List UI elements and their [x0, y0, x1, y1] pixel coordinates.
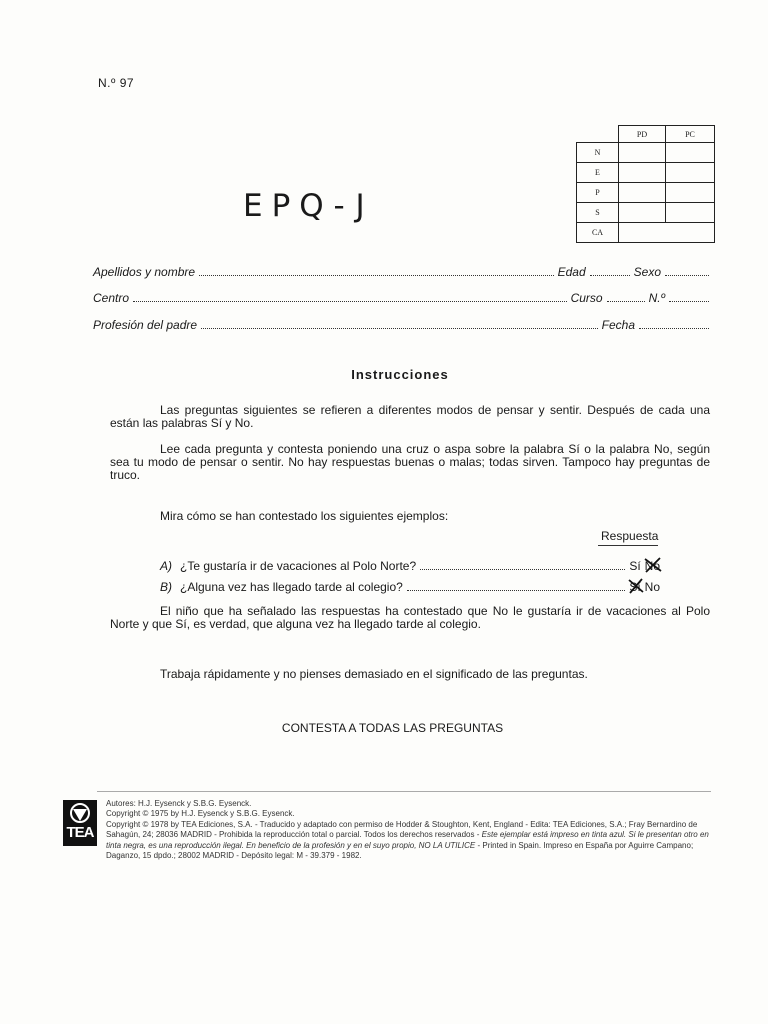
score-cell-n-pc[interactable] — [666, 143, 715, 163]
score-col-pc: PC — [666, 126, 715, 143]
score-row-n: N — [577, 143, 619, 163]
example-b — [160, 580, 660, 594]
name-field[interactable] — [199, 266, 554, 276]
name-label: Apellidos y nombre — [93, 265, 196, 279]
instructions-paragraph-5: Trabaja rápidamente y no pienses demasiado en el significado de las preguntas. — [160, 667, 588, 681]
answer-all-notice: CONTESTA A TODAS LAS PREGUNTAS — [281, 721, 504, 735]
example-a — [160, 559, 660, 573]
course-field[interactable] — [607, 292, 645, 302]
score-row-s: S — [577, 203, 619, 223]
cross-mark-icon — [642, 556, 664, 574]
example-a-yes[interactable]: Sí — [629, 559, 641, 573]
footer-copyright-1: Copyright © 1975 by H.J. Eysenck y S.B.G. Eysenck. — [106, 809, 295, 819]
tea-logo-text: TEA — [66, 824, 94, 841]
score-cell-n-pd[interactable] — [619, 143, 666, 163]
father-date-row — [93, 318, 713, 332]
age-label: Edad — [557, 265, 586, 279]
example-b-no[interactable]: No — [644, 580, 660, 594]
score-col-pd: PD — [619, 126, 666, 143]
example-a-dots — [420, 560, 625, 570]
date-field[interactable] — [639, 319, 709, 329]
score-cell-p-pd[interactable] — [619, 183, 666, 203]
instructions-heading: Instrucciones — [351, 367, 449, 382]
center-field[interactable] — [133, 292, 567, 302]
score-table — [576, 125, 715, 243]
answer-header-rule — [598, 545, 658, 546]
score-table-corner — [577, 126, 619, 143]
footer-copyright-2 — [106, 820, 712, 862]
date-label: Fecha — [601, 318, 635, 332]
example-b-yes[interactable]: Sí — [629, 580, 641, 594]
course-label: Curso — [570, 291, 603, 305]
number-field[interactable] — [669, 292, 709, 302]
footer-copyright — [106, 799, 712, 861]
sex-label: Sexo — [633, 265, 661, 279]
example-a-question: ¿Te gustaría ir de vacaciones al Polo Norte? — [180, 559, 417, 573]
father-profession-field[interactable] — [201, 319, 598, 329]
score-row-e: E — [577, 163, 619, 183]
score-cell-p-pc[interactable] — [666, 183, 715, 203]
footer-printing: - Printed in Spain. Impreso en España por Aguirre Campano; Daganzo, 15 dpdo.; 28002 MADRID - Depósito legal: M - 39.379 - 1982. — [106, 840, 694, 861]
center-label: Centro — [93, 291, 130, 305]
answer-header: Respuesta — [601, 529, 659, 543]
cross-mark-icon — [626, 577, 646, 595]
instructions-paragraph-4: El niño que ha señalado las respuestas ha contestado que No le gustaría ir de vacaciones al Polo Norte y que Sí, es verdad, que alguna vez ha llegado tarde al colegio. — [110, 604, 710, 631]
name-age-sex-row — [93, 265, 713, 279]
score-cell-e-pc[interactable] — [666, 163, 715, 183]
sex-field[interactable] — [665, 266, 709, 276]
score-cell-ca[interactable] — [619, 223, 715, 243]
instructions-paragraph-2: Lee cada pregunta y contesta poniendo una cruz o aspa sobre la palabra Sí o la palabra No, según sea tu modo de pensar o sentir. No hay respuestas buenas o malas; todas sirven. Tampoco hay preguntas de truco. — [110, 442, 710, 482]
document-title: EPQ-J — [243, 188, 374, 224]
score-cell-e-pd[interactable] — [619, 163, 666, 183]
instructions-paragraph-3: Mira cómo se han contestado los siguientes ejemplos: — [160, 509, 449, 523]
footer-authors: Autores: H.J. Eysenck y S.B.G. Eysenck. — [106, 799, 252, 808]
age-field[interactable] — [590, 266, 630, 276]
center-course-number-row — [93, 291, 713, 305]
example-b-question: ¿Alguna vez has llegado tarde al colegio? — [180, 580, 403, 594]
score-row-p: P — [577, 183, 619, 203]
instructions-paragraph-1: Las preguntas siguientes se refieren a diferentes modos de pensar y sentir. Después de cada una están las palabras Sí y No. — [110, 403, 710, 430]
form-number: N.º 97 — [98, 76, 135, 90]
example-a-no[interactable]: No — [644, 559, 660, 573]
number-label: N.º — [648, 291, 665, 305]
tea-logo — [63, 800, 97, 851]
example-b-letter: B) — [160, 580, 172, 594]
father-profession-label: Profesión del padre — [93, 318, 198, 332]
example-a-letter: A) — [160, 559, 172, 573]
example-b-dots — [407, 581, 625, 591]
footer-divider — [97, 791, 711, 792]
footer-warning: Este ejemplar está impreso en tinta azul. Si le presentan otro en tinta negra, es una reproducción ilegal. En beneficio de la profesión y en el suyo propio, NO LA UTILICE — [106, 830, 709, 850]
score-row-ca: CA — [577, 223, 619, 243]
score-cell-s-pc[interactable] — [666, 203, 715, 223]
score-cell-s-pd[interactable] — [619, 203, 666, 223]
footer-copyright-2-text: Copyright © 1978 by TEA Ediciones, S.A. - Traducido y adaptado con permiso de Hodder & Stoughton, Kent, England - Edita: TEA Ediciones, S.A.; Fray Bernardino de Sahagún, 24; 28036 MADRID - Prohibida la reproducción total o parcial. Todos los derechos reservados - — [106, 819, 698, 840]
